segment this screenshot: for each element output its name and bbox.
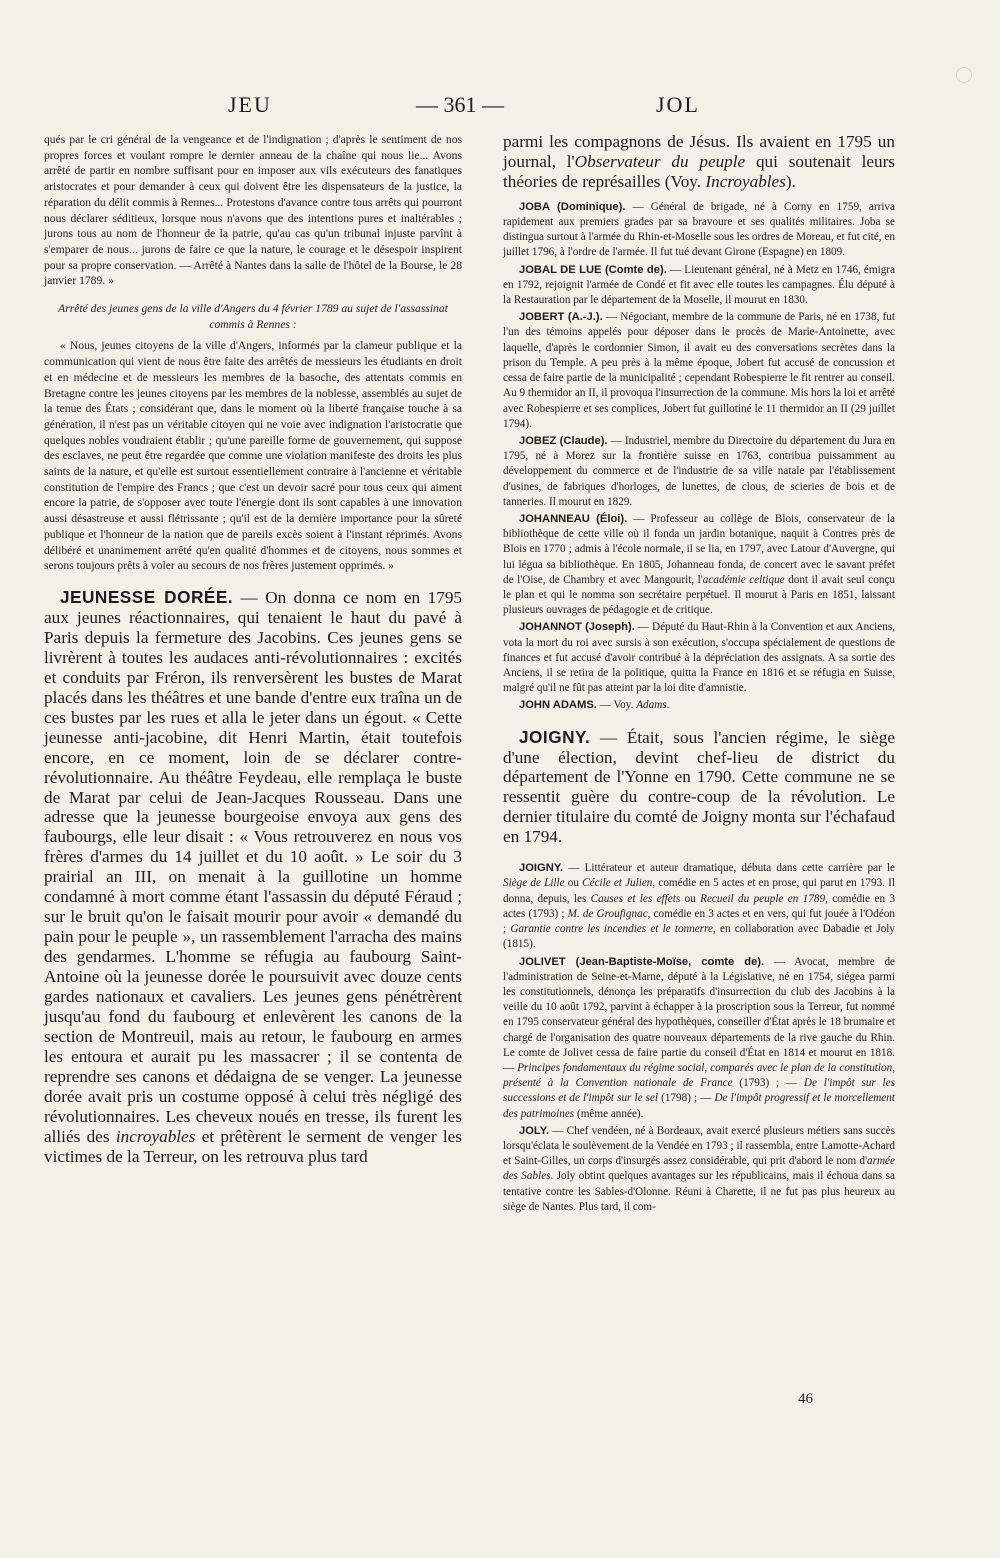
- headword: JOIGNY.: [519, 862, 564, 875]
- headword: JEUNESSE DORÉE.: [60, 586, 234, 607]
- entry-text: — On donna ce nom en 1795 aux jeunes réactionnaires, qui tenaient le haut du pavé à Paris depuis la fermeture des Jacobins. Ces jeunes gens se livrèrent à toutes les audaces anti-révolutionnaires : excités et conduits par Fréron, ils renversèrent les bustes de Marat placés dans les théâtres et une bande d'entre eux traîna un de ces bustes par les rues et alla le jeter dans un égout. « Cette jeunesse anti-jacobine, dit Henri Martin, était toutefois encore, en ce moment, loin de se déclarer contre-révolutionnaire. Au théâtre Feydeau, elle remplaça le buste de Marat par celui de Jean-Jacques Rousseau. Dans une adresse que la jeunesse bourgeoise envoya aux gens des faubourgs, elle leur disait : « Vous retrouverez en nous vos frères d'armes du 14 juillet et du 10 août. » Le soir du 3 prairial an III, on menait à la guillotine un homme condamné à mort comme étant l'assassin du député Féraud ; sur le bruit qu'on le faisait mourir pour avoir « demandé du pain pour le peuple », un rassemblement l'arracha des mains des gendarmes. L'homme se réfugia au faubourg Saint-Antoine où la jeunesse dorée le poursuivit avec douze cents gardes nationaux et cavaliers. Les jeunes gens pénétrèrent jusqu'au fond du faubourg et enlevèrent les canons de la section de Montreuil, mais au retour, le faubourg en armes les entoura et aurait pu les massacrer ; il se contenta de reprendre ses canons et dédaigna de se venger. La jeunesse dorée avait pris un costume opposé à celui très négligé des révolutionnaires. Les cheveux noués en tresse, ils furent les alliés des: [44, 587, 463, 1146]
- headword: JOBERT (A.-J.).: [519, 311, 603, 324]
- entry-italic: incroyables: [115, 1126, 196, 1146]
- entry-john-adams: [503, 698, 895, 713]
- entry-joigny-author: [503, 861, 895, 952]
- entry-text: ou: [680, 892, 701, 905]
- entry-jobal-de-lue: [503, 263, 895, 309]
- nantes-quote: qués par le cri général de la vengeance et de l'indignation ; d'après le sentiment de nos propres forces et voulant rompre le dernier anneau de la chaîne qui nous lie... Avons arrêté de partir en nombre suffisant pour en imposer aux vils exécuteurs des fanatiques aristocrates et pour demander à ceux qui doivent être les dispensateurs de la justice, la réparation du délit commis à Rennes... Protestons d'avance contre tous arrêts qui pourront nous déclarer séditieux, lorsque nous n'avons que des intentions pures et inaltérables ; jurons tous au nom de l'honneur de la patrie, qu'au cas qu'un tribunal injuste parvînt à s'emparer de nous... jurons de faire ce que la nature, le courage et le désespoir inspirent pour sa propre conservation. — Arrêté à Nantes dans la salle de l'hôtel de la Bourse, le 28 janvier 1789. »: [44, 133, 462, 288]
- entry-joba: [503, 200, 895, 261]
- entry-italic: Incroyables: [705, 171, 786, 191]
- page-number: — 361 —: [416, 92, 504, 117]
- entry-johanneau: [503, 512, 895, 618]
- entry-italic: Recueil du peuple en 1789: [700, 892, 826, 905]
- entry-text: (1798) ; —: [658, 1092, 715, 1105]
- entry-text: , comédie en 3 actes (1793) ;: [503, 892, 895, 920]
- entry-johannot: [503, 620, 895, 696]
- headword: JOIGNY.: [519, 726, 591, 747]
- entry-italic: Cécile et Julien: [582, 877, 653, 890]
- running-header: [0, 92, 1000, 132]
- entry-italic: académie celtique: [702, 573, 785, 586]
- headword: JOBA (Dominique).: [519, 200, 626, 213]
- entry-italic: M. de Groufignac: [567, 907, 648, 920]
- entry-italic: De l'impôt sur les successions et de l'impôt sur le sel: [503, 1077, 895, 1105]
- entry-text: — Littérateur et auteur dramatique, débuta dans cette carrière par le: [563, 862, 895, 875]
- entry-text: qui soutenait leurs théories de représailles (Voy.: [503, 151, 895, 191]
- entry-text: (même année).: [574, 1107, 644, 1120]
- headword: JOBAL DE LUE (Comte de).: [519, 263, 667, 276]
- entry-text: — Chef vendéen, né à Bordeaux, avait exercé plusieurs métiers sans succès lorsqu'éclata le soulèvement de la Vendée en 1793 ; il rassembla, entre Lamotte-Achard et Saint-Gilles, un corps d'insurgés assez considérable, qui prit d'abord le nom d': [503, 1124, 895, 1168]
- entry-text: ou: [564, 877, 583, 890]
- headword: JOHANNEAU (Éloi).: [519, 512, 628, 525]
- entry-jeunesse-doree: [44, 588, 462, 1167]
- entry-text: — Professeur au collège de Blois, conservateur de la bibliothèque de cette ville où il fonda un jardin botanique, naquit à Contres près de Blois en 1770 ; admis à l'école normale, il se lia, en 1797, avec Latour d'Auvergne, qui lui légua sa bibliothèque. En 1805, Johanneau fonda, de concert avec le savant préfet de l'Oise, de Chambry et avec Mangourit, l': [503, 512, 895, 586]
- entry-text: — Industriel, membre du Directoire du département du Jura en 1795, né à Morez sur la frontière suisse en 1763, contribua puissamment au développement du commerce et de l'industrie de sa ville natale par l'établissement d'usines, de fabriques d'horloges, de lunettes, de clous, de scieries de bois et de tanneries. Il mourut en 1829.: [503, 434, 895, 508]
- angers-caption: Arrêté des jeunes gens de la ville d'Angers du 4 février 1789 au sujet de l'assassinat commis à Rennes :: [58, 302, 448, 331]
- entry-text: — Était, sous l'ancien régime, le siège d'une élection, devint chef-lieu de district du département de l'Yonne en 1790. Cette commune ne se ressentit guère du contre-coup de la révolution. Le dernier titulaire du comté de Joigny monta sur l'échafaud en 1794.: [503, 727, 895, 847]
- entry-text: parmi les compagnons de Jésus. Ils avaient en 1795 un journal, l': [503, 132, 895, 171]
- angers-quote: « Nous, jeunes citoyens de la ville d'Angers, informés par la clameur publique et la communication qui vient de nous être faite des arrêtés de messieurs les étudiants en droit et en médecine et de messieurs les membres de la basoche, des attentats commis en Bretagne contre les jeunes citoyens par les membres de la noblesse, assemblés au sujet de la tenue des États ; considérant que, dans le moment où la liberté française touche à sa génération, il n'est pas un véritable citoyen qui ne voie avec indignation l'aristocratie que quelques nobles voudraient établir ; qu'une pareille forme de gouvernement, qui suppose des esclaves, ne peut être regardée que comme une violation manifeste des droits les plus saints de la nature, et qu'elle est surtout essentiellement contraire à l'ancienne et véritable constitution de l'empire des Francs ; que c'est un devoir sacré pour tous ceux qui aiment encore la patrie, de s'opposer avec toute l'énergie dont ils sont capables à une innovation aussi désastreuse et aussi flétrissante ; qu'il est de la dernière importance pour la sûreté publique et l'honneur de la nation que de pareils excès soient à l'instant réprimés. Avons délibéré et unanimement arrêté qu'en qualité d'hommes et de citoyens, nous sommes et serons toujours prêts à voler au secours de nos frères justement opprimés. »: [44, 339, 462, 573]
- entry-text: — Député du Haut-Rhin à la Convention et aux Anciens, vota la mort du roi avec sursis à son exécution, s'occupa spécialement de questions de finances et fut accusé d'avoir contribué à la dépréciation des assignats. A sa sortie des Anciens, il se retira de la politique, quitta la France en 1816 et se réfugia en Suisse, malgré qu'il ne fût pas atteint par la loi dite d'amnistie.: [503, 621, 895, 695]
- entry-text: dont il avait seul conçu le plan et qui le nomma son secrétaire perpétuel. Il mourut à Paris en 1851, laissant plusieurs ouvrages de pédagogie et de critique.: [503, 573, 895, 617]
- corner-mark: [956, 67, 972, 83]
- entry-jobez: [503, 434, 895, 510]
- entry-text: — Avocat, membre de l'administration de Seine-et-Marne, député à la Législative, né en 1754, siégea parmi les constitutionnels, dénonça les préparatifs d'insurrection du club des Jacobins à la veille du 10 août 1792, parvint à échapper à la proscription sous la Terreur, fut nommé en 1795 conservateur général des hypothèques, conseiller d'État après le 18 brumaire et chargé de l'organisation des quatre nouveaux départements de la rive gauche du Rhin. Le comte de Jolivet cessa de faire partie du conseil d'État en 1814 et mourut en 1818. —: [503, 955, 895, 1074]
- entry-jolivet: [503, 955, 895, 1122]
- signature-mark: 46: [798, 1391, 813, 1407]
- entry-joigny-town: [503, 728, 895, 848]
- entry-text: , en collaboration avec Dabadie et Joly (1815).: [503, 923, 896, 951]
- jeunesse-continuation: [503, 132, 895, 192]
- entry-text: , comédie en 3 actes et en vers, qui fut jouée à l'Odéon ;: [503, 907, 896, 936]
- entry-text: (1793) ; —: [732, 1077, 804, 1090]
- entry-italic: Adams: [636, 699, 667, 712]
- entry-text: , comédie en 5 actes et en prose, qui parut en 1793. Il donna, depuis, les: [503, 877, 895, 905]
- header-right-word: JOL: [656, 92, 700, 117]
- entry-italic: Observateur du peuple: [574, 151, 746, 171]
- entry-jobert: [503, 310, 895, 432]
- entry-text: — Négociant, membre de la commune de Paris, né en 1738, fut l'un des témoins appelés pour déposer dans le procès de Marie-Antoinette, avec laquelle, d'après le cordonnier Simon, il avait eu des conversations secrètes dans la prison du Temple. A peu près à la même époque, Jobert fut accusé de concussion et cessa de faire partie de la municipalité ; cependant Robespierre le fit rentrer au conseil. Au 9 thermidor an II, il provoqua l'insurrection de la commune. Mis hors la loi et arrêté avec Robespierre et ses complices, Jobert fut guillotiné le 11 thermidor an II (29 juillet 1794).: [503, 311, 895, 430]
- entry-italic: Garantie contre les incendies et le tonnerre: [510, 923, 713, 936]
- entry-joly: [503, 1124, 895, 1215]
- entry-italic: Principes fondamentaux du régime social, comparés avec le plan de la constitution, présenté à la Convention nationale de France: [503, 1061, 896, 1090]
- entry-italic: De l'impôt progressif et le morcellement des patrimoines: [503, 1092, 895, 1120]
- entry-italic: armée des Sables: [503, 1155, 895, 1183]
- entry-text: ).: [785, 171, 796, 191]
- headword: JOHN ADAMS.: [519, 699, 597, 712]
- right-column: [503, 132, 895, 1217]
- headword: JOHANNOT (Joseph).: [519, 621, 635, 634]
- left-column: [44, 132, 462, 1167]
- entry-italic: Causes et les effets: [590, 892, 681, 905]
- entry-text: — Général de brigade, né à Corny en 1759, arriva rapidement aux premiers grades par sa bravoure et ses qualités militaires. Joba se distingua surtout à l'armée du Rhin-et-Moselle sous les ordres de Moreau, et fut cité, en juillet 1796, à l'ordre de l'armée. Il fut tué devant Girone (Espagne) en 1809.: [503, 200, 895, 259]
- entry-text: . Joly obtint quelques avantages sur les républicains, mais il échoua dans sa tentative contre les Sables-d'Olonne. Réuni à Charette, il ne fut pas plus heureux au siège de Nantes. Plus tard, il com-: [503, 1170, 895, 1213]
- entry-italic: Siège de Lille: [503, 877, 565, 890]
- entry-text: — Lieutenant général, né à Metz en 1746, émigra en 1792, rejoignit l'armée de Condé et fit avec elle toutes les campagnes. Élu député à la Restauration par le département de la Moselle, il mourut en 1830.: [503, 263, 895, 307]
- entry-text: et prêtèrent le serment de venger les victimes de la Terreur, on les retrouva plus tard: [44, 1126, 462, 1166]
- entry-text: — Voy.: [596, 699, 637, 712]
- headword: JOBEZ (Claude).: [519, 434, 608, 447]
- header-left-word: JEU: [228, 92, 272, 117]
- headword: JOLY.: [519, 1124, 550, 1137]
- headword: JOLIVET (Jean-Baptiste-Moïse, comte de).: [519, 955, 765, 968]
- entry-text: .: [666, 699, 670, 712]
